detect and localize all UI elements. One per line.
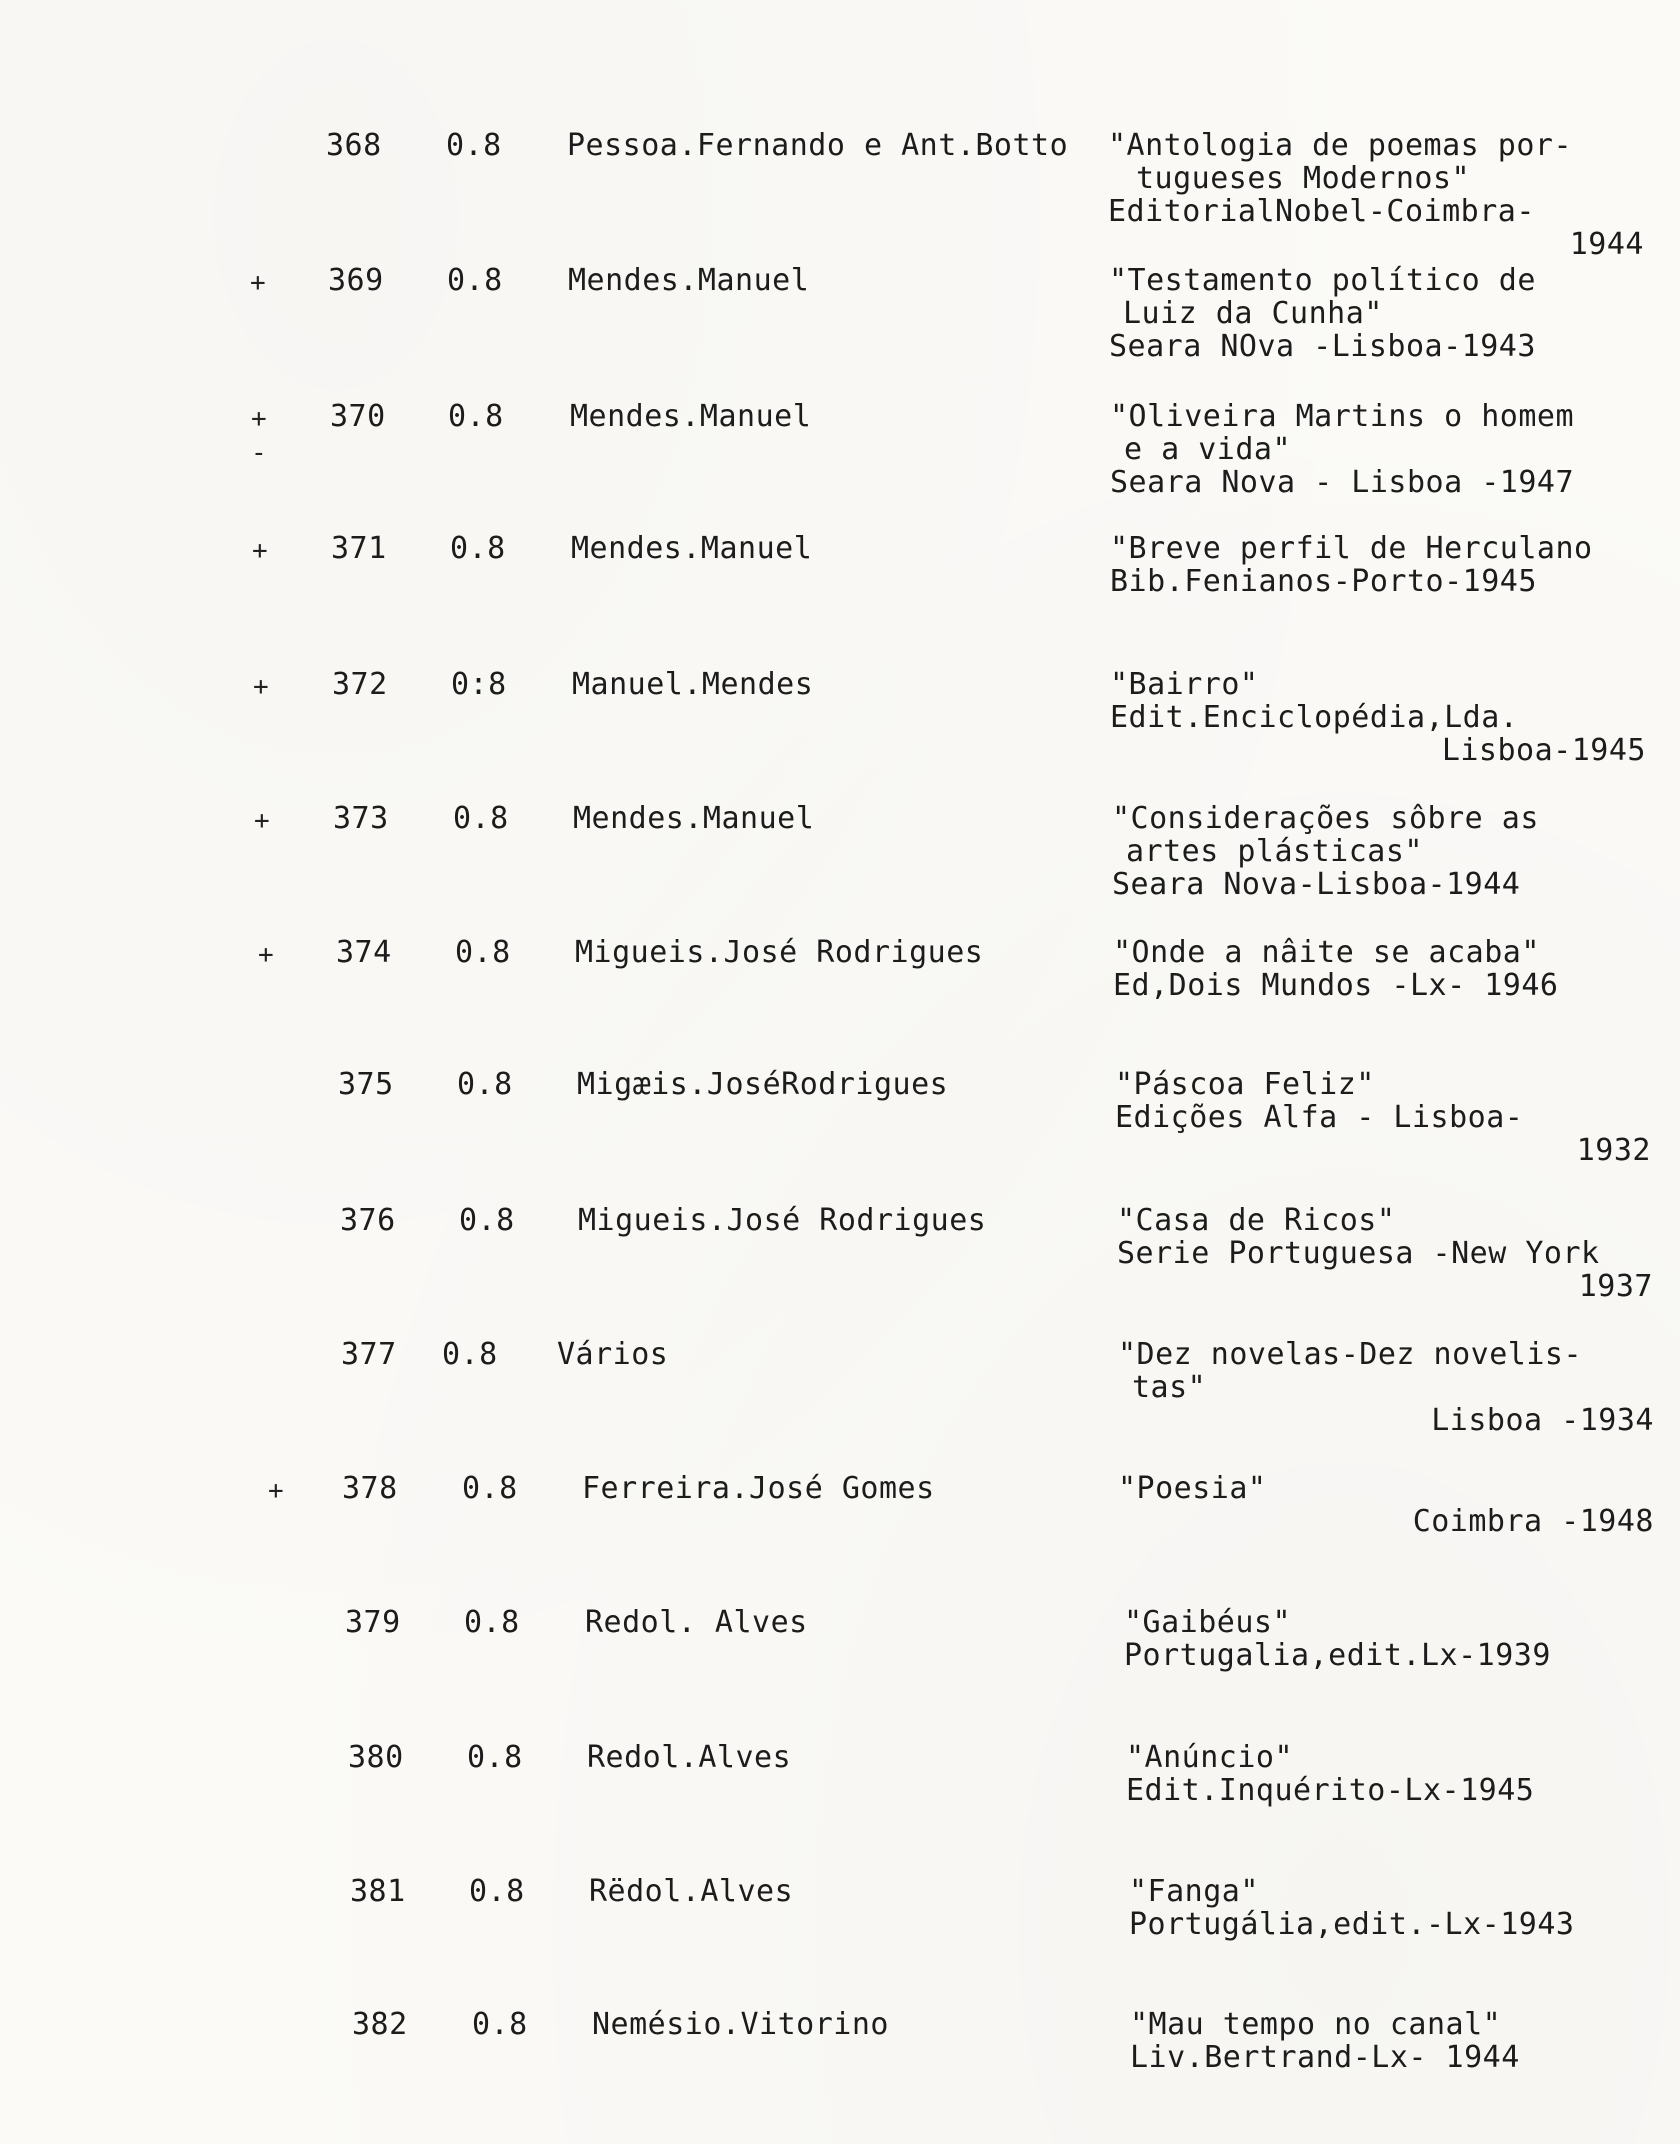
entry-title-line: "Testamento político de: [1109, 263, 1536, 298]
entry-title-line: "Antologia de poemas por-: [1108, 128, 1573, 163]
entry-title-line: "Fanga": [1129, 1874, 1259, 1909]
entry-number: 374: [336, 935, 392, 970]
entry-title-line: "Mau tempo no canal": [1130, 2007, 1502, 2042]
catalog-entry: [0, 786, 1680, 920]
entry-title-line: "Bairro": [1110, 667, 1259, 702]
entry-title-line: "Breve perfil de Herculano: [1110, 531, 1593, 566]
tick-mark: +: [254, 806, 271, 836]
dash-mark: -: [251, 438, 268, 468]
entry-publisher-line: Portugalia,edit.Lx-1939: [1124, 1638, 1551, 1673]
entry-number: 372: [332, 667, 388, 702]
tick-mark: +: [258, 940, 275, 970]
catalog-entry: [0, 113, 1680, 262]
entry-author: Mendes.Manuel: [570, 399, 812, 434]
entry-details: [1113, 936, 1673, 1002]
entry-details: [1110, 400, 1670, 499]
entry-publisher-line: Seara NOva -Lisboa-1943: [1109, 329, 1536, 364]
entry-price: 0.8: [457, 1067, 513, 1102]
catalog-entry: [0, 1456, 1680, 1590]
catalog-entry: [0, 1859, 1680, 1993]
entry-details: [1129, 1875, 1680, 1941]
entry-details: [1108, 129, 1668, 261]
entry-details: [1110, 668, 1670, 767]
entry-publisher-line: Seara Nova-Lisboa-1944: [1112, 867, 1521, 902]
entry-title-line: "Gaibéus": [1124, 1605, 1292, 1640]
entry-number: 380: [348, 1740, 404, 1775]
entry-details: [1126, 1741, 1680, 1807]
catalog-entry: [0, 516, 1680, 650]
entry-price: 0.8: [442, 1337, 498, 1372]
entry-price: 0.8: [472, 2007, 528, 2042]
entry-title-line: "Dez novelas-Dez novelis-: [1118, 1337, 1583, 1372]
entry-details: [1110, 532, 1670, 598]
catalog-entry: [0, 1725, 1680, 1859]
catalog-entry: [0, 1052, 1680, 1186]
entry-publisher-line: Coimbra -1948: [1412, 1504, 1654, 1539]
tick-mark: +: [252, 536, 269, 566]
entry-number: 370: [330, 399, 386, 434]
catalog-entry: [0, 652, 1680, 786]
catalog-entry: [0, 248, 1680, 382]
entry-publisher-line: Edições Alfa - Lisboa-: [1115, 1100, 1524, 1135]
entry-number: 369: [328, 263, 384, 298]
entry-price: 0.8: [448, 399, 504, 434]
tick-mark: +: [251, 404, 268, 434]
catalog-entry: [0, 1992, 1680, 2126]
entry-title-line: "Anúncio": [1126, 1740, 1294, 1775]
entry-author: Migueis.José Rodrigues: [575, 935, 984, 970]
entry-price: 0.8: [467, 1740, 523, 1775]
entry-author: Ferreira.José Gomes: [582, 1471, 935, 1506]
entry-publisher-line: Bib.Fenianos-Porto-1945: [1110, 564, 1537, 599]
entry-publisher-line: Seara Nova - Lisboa -1947: [1110, 465, 1575, 500]
entry-price: 0.8: [464, 1605, 520, 1640]
entry-number: 376: [340, 1203, 396, 1238]
entry-details: [1115, 1068, 1675, 1167]
entry-publisher-line: Lisboa-1945: [1441, 733, 1646, 768]
entry-details: [1109, 264, 1669, 363]
entry-author: Vários: [557, 1337, 669, 1372]
entry-publisher-line: 1944: [1569, 227, 1644, 262]
entry-details: [1118, 1338, 1678, 1437]
entry-price: 0:8: [451, 667, 507, 702]
entry-publisher-line: Serie Portuguesa -New York: [1117, 1236, 1600, 1271]
entry-title-line: "Onde a nâite se acaba": [1113, 935, 1540, 970]
entry-publisher-line: Lisboa -1934: [1431, 1403, 1654, 1438]
entry-number: 371: [331, 531, 387, 566]
catalog-entry: [0, 1322, 1680, 1456]
entry-number: 382: [352, 2007, 408, 2042]
entry-publisher-line: Liv.Bertrand-Lx- 1944: [1130, 2040, 1520, 2075]
entry-number: 379: [345, 1605, 401, 1640]
entry-publisher-line: artes plásticas": [1126, 834, 1423, 869]
entry-number: 373: [333, 801, 389, 836]
entry-author: Redol.Alves: [587, 1740, 792, 1775]
entry-publisher-line: e a vida": [1124, 432, 1292, 467]
tick-mark: +: [253, 672, 270, 702]
entry-price: 0.8: [450, 531, 506, 566]
catalog-entry: [0, 1188, 1680, 1322]
tick-mark: +: [250, 268, 267, 298]
entry-publisher-line: 1932: [1576, 1133, 1651, 1168]
entry-author: Mendes.Manuel: [568, 263, 810, 298]
entry-price: 0.8: [446, 128, 502, 163]
entry-author: Rëdol.Alves: [589, 1874, 794, 1909]
entry-details: [1124, 1606, 1680, 1672]
entry-publisher-line: tugueses Modernos": [1136, 161, 1471, 196]
entry-title-line: "Casa de Ricos": [1117, 1203, 1396, 1238]
tick-mark: +: [268, 1476, 285, 1506]
entry-details: [1118, 1472, 1678, 1538]
entry-author: Nemésio.Vitorino: [592, 2007, 889, 2042]
entry-details: [1112, 802, 1672, 901]
entry-price: 0.8: [455, 935, 511, 970]
entry-title-line: "Páscoa Feliz": [1115, 1067, 1375, 1102]
entry-number: 378: [342, 1471, 398, 1506]
entry-price: 0.8: [459, 1203, 515, 1238]
entry-publisher-line: tas": [1132, 1370, 1207, 1405]
entry-author: Redol. Alves: [585, 1605, 808, 1640]
entry-author: Migæis.JoséRodrigues: [577, 1067, 949, 1102]
entry-author: Pessoa.Fernando e Ant.Botto: [567, 128, 1069, 163]
entry-publisher-line: 1937: [1578, 1269, 1653, 1304]
entry-publisher-line: Edit.Enciclopédia,Lda.: [1110, 700, 1519, 735]
entry-title-line: "Poesia": [1118, 1471, 1267, 1506]
catalog-entry: [0, 1590, 1680, 1724]
entry-publisher-line: EditorialNobel-Coimbra-: [1108, 194, 1535, 229]
entry-publisher-line: Ed,Dois Mundos -Lx- 1946: [1113, 968, 1559, 1003]
entry-publisher-line: Portugália,edit.-Lx-1943: [1129, 1907, 1575, 1942]
entry-title-line: "Oliveira Martins o homem: [1110, 399, 1575, 434]
entry-number: 375: [338, 1067, 394, 1102]
catalog-entry: [0, 384, 1680, 518]
entry-price: 0.8: [453, 801, 509, 836]
entry-number: 377: [341, 1337, 397, 1372]
entry-number: 368: [326, 128, 382, 163]
entry-publisher-line: Edit.Inquérito-Lx-1945: [1126, 1773, 1535, 1808]
entry-price: 0.8: [469, 1874, 525, 1909]
entry-price: 0.8: [462, 1471, 518, 1506]
entry-number: 381: [350, 1874, 406, 1909]
entry-publisher-line: Luiz da Cunha": [1123, 296, 1383, 331]
entry-author: Mendes.Manuel: [573, 801, 815, 836]
entry-details: [1130, 2008, 1680, 2074]
entry-author: Migueis.José Rodrigues: [578, 1203, 987, 1238]
entry-author: Mendes.Manuel: [571, 531, 813, 566]
entry-title-line: "Considerações sôbre as: [1112, 801, 1539, 836]
catalog-entry: [0, 920, 1680, 1054]
entry-price: 0.8: [447, 263, 503, 298]
entry-author: Manuel.Mendes: [572, 667, 814, 702]
entry-details: [1117, 1204, 1677, 1303]
